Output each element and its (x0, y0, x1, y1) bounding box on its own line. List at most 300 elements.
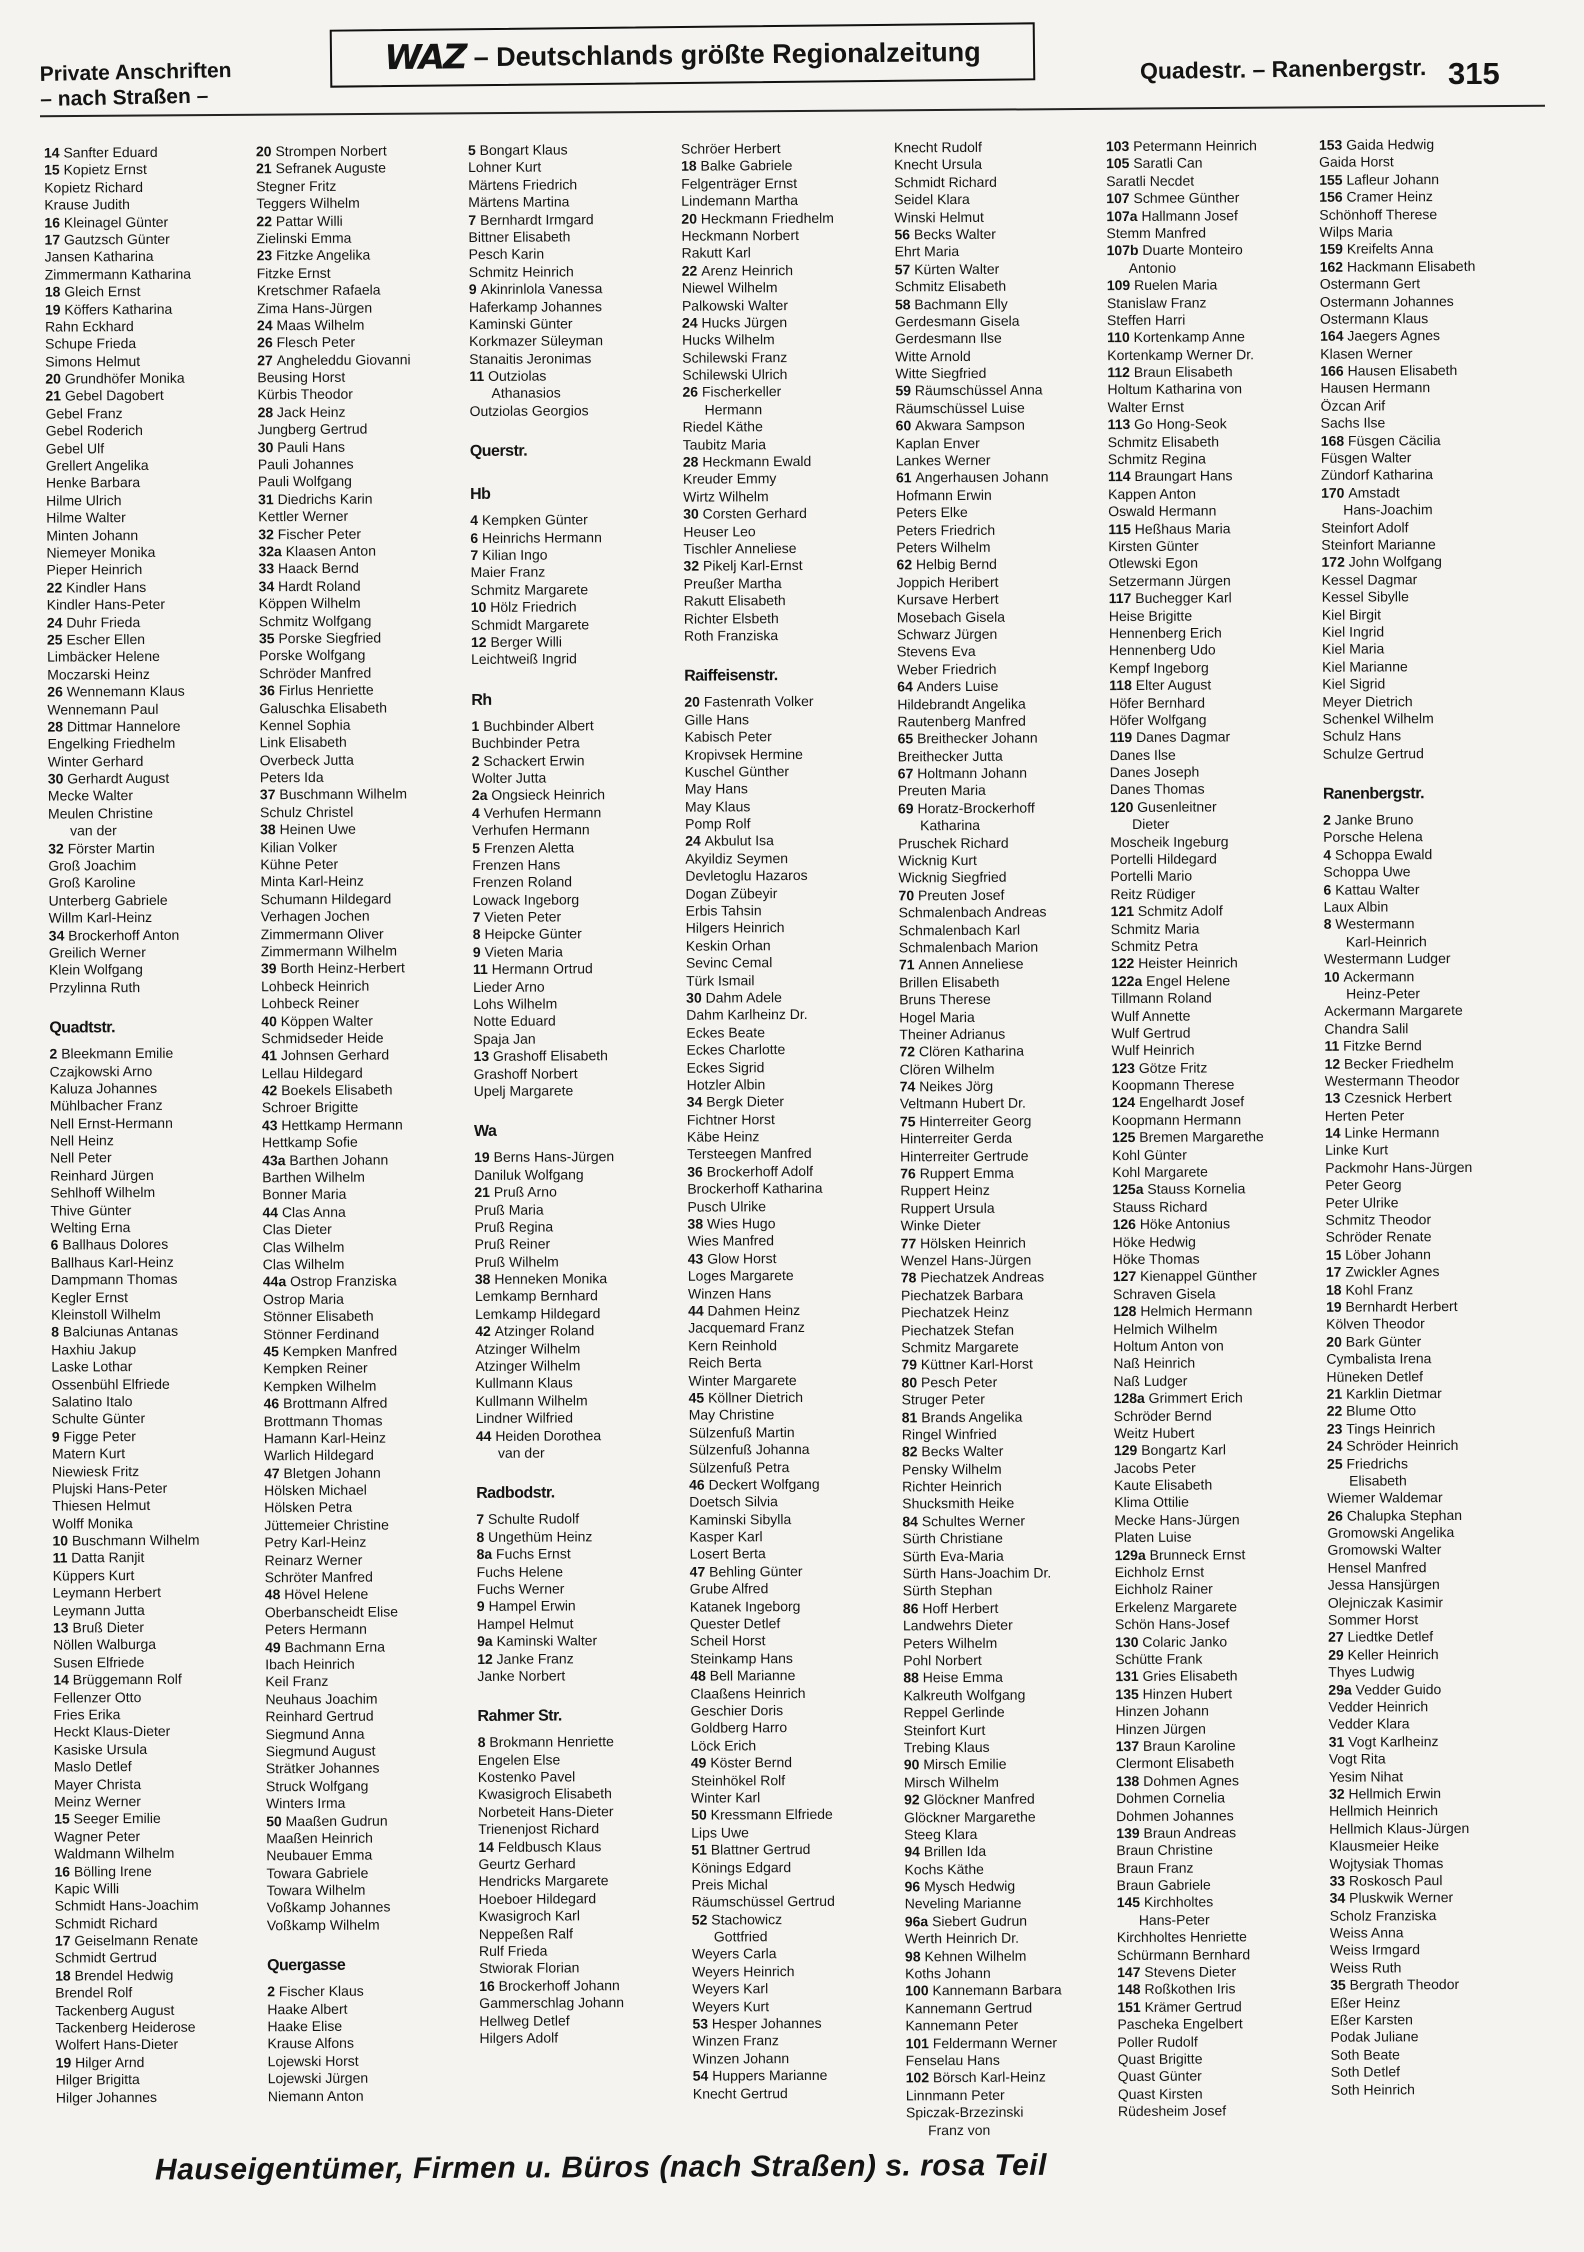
resident-name: Köllner Dietrich (708, 1388, 804, 1406)
resident-name: Amstadt (1348, 484, 1400, 501)
resident-name: Janke Norbert (477, 1667, 566, 1684)
resident-entry (683, 418, 895, 437)
resident-name: Pruschek Richard (898, 834, 1009, 852)
resident-name: Annen Anneliese (918, 955, 1024, 973)
resident-entry (1108, 415, 1320, 434)
resident-entry (479, 1994, 691, 2013)
resident-name: Fitzke Ernst (256, 264, 331, 282)
house-number: 107 (1106, 190, 1134, 207)
resident-entry (44, 195, 256, 214)
resident-name: Fitzke Bernd (1343, 1037, 1422, 1054)
resident-name: Braun Christine (1116, 1841, 1213, 1859)
resident-name: Hilger Arnd (75, 2053, 145, 2071)
resident-entry (1330, 1871, 1542, 1890)
resident-name: Overbeck Jutta (259, 751, 354, 768)
resident-entry (683, 470, 895, 489)
resident-entry (1330, 1976, 1542, 1995)
resident-name: Kessel Dagmar (1321, 570, 1418, 588)
resident-name: Wenzel Hans-Jürgen (900, 1251, 1032, 1269)
resident-entry (1109, 624, 1321, 643)
resident-name: Peters Friedrich (896, 521, 996, 538)
resident-name: May Hans (684, 780, 748, 797)
resident-entry (895, 364, 1107, 383)
resident-entry (262, 1081, 474, 1100)
resident-entry (267, 1881, 479, 1900)
directory-column (468, 141, 692, 2048)
resident-name: Hildebrandt Angelika (897, 695, 1026, 712)
resident-entry (1321, 449, 1533, 468)
resident-entry (45, 248, 257, 267)
resident-name: Höfer Bernhard (1109, 694, 1206, 711)
resident-entry (1326, 1332, 1538, 1351)
house-number: 147 (1117, 1963, 1145, 1981)
resident-name: Hellweg Detlef (479, 2011, 570, 2029)
resident-entry (477, 1649, 689, 1668)
resident-name: Kühne Peter (260, 855, 339, 873)
resident-name: Schmidt Richard (894, 173, 997, 191)
resident-entry (48, 874, 260, 893)
resident-name: Stachowicz (711, 1910, 783, 1928)
resident-entry (1110, 780, 1322, 799)
resident-name: Bruns Therese (899, 990, 991, 1008)
resident-entry (264, 1394, 476, 1413)
resident-name: Geiselmann Renate (74, 1931, 199, 1949)
resident-entry (1328, 1628, 1540, 1647)
resident-name: Bell Marianne (709, 1667, 796, 1684)
resident-entry (692, 1945, 904, 1964)
resident-entry (898, 764, 1110, 783)
resident-name: Chandra Salil (1324, 1020, 1409, 1037)
resident-name: Keller Heinrich (1347, 1645, 1439, 1663)
resident-name: Borth Heinz-Herbert (280, 959, 405, 977)
resident-entry (259, 716, 471, 735)
resident-entry (904, 1790, 1116, 1809)
resident-entry (44, 143, 256, 162)
resident-entry (895, 295, 1107, 314)
resident-name: Ringel Winfried (901, 1425, 997, 1443)
resident-name: Lohbeck Heinrich (261, 977, 370, 995)
resident-entry (900, 1164, 1112, 1183)
resident-name: Geurtz Gerhard (478, 1855, 576, 1873)
house-number: 122a (1111, 972, 1147, 989)
resident-entry (49, 1044, 261, 1063)
resident-entry (1109, 659, 1321, 678)
resident-entry (1114, 1458, 1326, 1477)
resident-entry (682, 261, 894, 280)
resident-name: Brottmann Thomas (263, 1412, 383, 1429)
resident-name: Stauss Richard (1112, 1198, 1208, 1215)
house-number: 35 (1330, 1976, 1350, 1994)
resident-name: Warlich Hildegard (263, 1446, 374, 1464)
resident-name: Grundhöfer Monika (64, 369, 185, 387)
resident-name: Veltmann Hubert Dr. (899, 1095, 1026, 1112)
resident-entry (1106, 154, 1318, 173)
resident-entry (1327, 1402, 1539, 1421)
resident-name: Poller Rudolf (1117, 2033, 1198, 2050)
resident-entry (479, 1907, 691, 1926)
resident-name: Katanek Ingeborg (689, 1597, 801, 1615)
resident-entry (49, 926, 261, 945)
resident-name: Heister Heinrich (1138, 954, 1238, 972)
resident-entry (899, 921, 1111, 940)
resident-entry (46, 474, 258, 493)
house-number: 7 (468, 211, 481, 228)
resident-name: Tersteegen Manfred (687, 1145, 812, 1163)
house-number: 94 (904, 1843, 924, 1860)
directory-column (44, 143, 268, 2106)
resident-entry (681, 157, 893, 176)
resident-name: Buchegger Karl (1135, 589, 1232, 607)
resident-name: Siegmund Anna (265, 1725, 365, 1742)
resident-entry (478, 1733, 690, 1752)
resident-entry (894, 138, 1106, 157)
resident-entry (1117, 1998, 1329, 2017)
resident-entry (688, 1319, 900, 1338)
resident-name: Hinterreiter Gerda (899, 1129, 1013, 1147)
resident-name: Reinhard Gertrud (265, 1707, 374, 1725)
street-heading: Quadtstr. (49, 1019, 116, 1037)
resident-name: Zimmermann Oliver (260, 925, 384, 942)
resident-entry (1327, 1419, 1539, 1438)
resident-entry (258, 507, 470, 526)
resident-entry (55, 1931, 267, 1950)
resident-entry (468, 175, 680, 194)
resident-name: Sevinc Cemal (685, 954, 773, 971)
resident-entry (259, 681, 471, 700)
resident-name: Riedel Käthe (682, 418, 763, 435)
resident-entry (263, 1255, 475, 1274)
resident-entry (268, 2087, 480, 2106)
resident-name: Schoppa Ewald (1334, 845, 1433, 863)
house-number: 11 (52, 1549, 72, 1567)
resident-entry (49, 961, 261, 980)
waz-logo: WAZ (384, 37, 466, 79)
resident-entry (51, 1271, 263, 1290)
resident-name: Petermann Heinrich (1133, 137, 1257, 154)
resident-name: Tackenberg Heiderose (55, 2018, 196, 2036)
resident-name: Peters Hermann (264, 1620, 367, 1638)
house-number: 16 (44, 214, 64, 231)
resident-entry (478, 1785, 690, 1804)
house-number: 131 (1115, 1668, 1143, 1685)
resident-entry (894, 173, 1106, 192)
resident-entry (47, 578, 259, 597)
resident-name: Lindner Wilfried (475, 1409, 574, 1427)
resident-entry (472, 769, 684, 788)
resident-entry (691, 1806, 903, 1825)
resident-entry (53, 1653, 265, 1672)
resident-name: Mysch Hedwig (923, 1877, 1016, 1895)
house-number: 24 (46, 614, 67, 631)
resident-name: Hinzen Johann (1115, 1702, 1209, 1720)
resident-entry (468, 210, 680, 229)
resident-entry (689, 1388, 901, 1407)
resident-name: Anders Luise (916, 677, 999, 695)
resident-name: Holtum Katharina von (1107, 380, 1243, 398)
resident-name: Krause Alfons (267, 2035, 354, 2052)
resident-name: Ostrop Maria (262, 1290, 344, 1308)
house-number: 36 (687, 1163, 707, 1180)
resident-entry (899, 990, 1111, 1009)
resident-name: Colaric Janko (1142, 1632, 1228, 1650)
resident-name: Ehrt Maria (894, 243, 960, 260)
resident-name: Vieten Peter (484, 908, 562, 925)
resident-entry (1323, 727, 1535, 746)
resident-name: Taubitz Maria (682, 435, 767, 453)
resident-entry (1113, 1232, 1325, 1251)
resident-entry (683, 505, 895, 524)
resident-name: Hinterreiter Gertrude (900, 1147, 1029, 1165)
resident-entry (1108, 537, 1320, 556)
house-number: 125 (1111, 1129, 1140, 1146)
resident-name: Zima Hans-Jürgen (256, 299, 373, 316)
resident-name: Neubauer Emma (266, 1846, 373, 1864)
section-label (39, 58, 232, 112)
street-heading: Querstr. (469, 442, 528, 461)
resident-name: Weyers Carla (691, 1945, 777, 1963)
resident-name: Hausen Elisabeth (1347, 362, 1458, 379)
resident-entry (55, 1879, 267, 1898)
resident-name: Niewiesk Fritz (51, 1462, 140, 1480)
resident-name: Go Hong-Seok (1134, 415, 1227, 433)
house-number: 11 (472, 961, 492, 978)
resident-entry (897, 642, 1109, 661)
resident-entry (1328, 1645, 1540, 1664)
resident-name: Heckmann Norbert (681, 226, 800, 244)
resident-entry (1106, 172, 1318, 191)
resident-name: Förster Martin (67, 839, 155, 857)
resident-entry (1331, 2080, 1543, 2099)
resident-entry (52, 1514, 264, 1533)
resident-name: Olejniczak Kasimir (1327, 1593, 1444, 1611)
house-number: 115 (1108, 520, 1135, 537)
resident-entry (44, 213, 256, 232)
resident-entry (51, 1236, 263, 1255)
resident-entry (260, 785, 472, 804)
resident-name: Börsch Karl-Heinz (932, 2068, 1046, 2086)
resident-entry (903, 1703, 1115, 1722)
resident-name: Thyes Ludwig (1328, 1663, 1415, 1680)
resident-entry (261, 907, 473, 926)
resident-name: Kern Reinhold (688, 1336, 778, 1354)
resident-name: Mühlbacher Franz (49, 1097, 163, 1114)
house-number: 21 (45, 387, 65, 405)
resident-name: Winski Helmut (894, 208, 984, 225)
resident-name: Otlewski Egon (1108, 554, 1199, 572)
house-number: 47 (689, 1563, 710, 1580)
resident-entry (1115, 1667, 1327, 1686)
resident-name: Stevens Eva (896, 643, 976, 660)
resident-entry (1327, 1541, 1539, 1560)
resident-name: Heiden Dorothea (495, 1426, 602, 1444)
resident-name: Kressmann Elfriede (710, 1806, 833, 1823)
resident-entry (473, 960, 685, 979)
resident-name: Felgenträger Ernst (681, 174, 798, 192)
resident-name: Hucks Wilhelm (682, 331, 775, 349)
resident-entry (899, 955, 1111, 974)
resident-name: Brillen Elisabeth (899, 973, 1000, 991)
resident-entry (475, 1270, 687, 1289)
house-number: 40 (261, 1012, 281, 1029)
resident-entry (48, 769, 260, 788)
resident-name: Trebing Klaus (903, 1738, 990, 1756)
resident-name: Meyer Dietrich (1322, 692, 1413, 710)
resident-entry (471, 581, 683, 600)
resident-entry (258, 542, 470, 561)
resident-entry (900, 1182, 1112, 1201)
resident-name: Weiss Anna (1329, 1924, 1404, 1941)
resident-name: Stauss Kornelia (1147, 1180, 1246, 1198)
resident-entry (687, 1197, 899, 1216)
resident-entry (54, 1862, 266, 1881)
resident-name: Landwehrs Dieter (902, 1616, 1013, 1634)
resident-name: Westermann (1335, 915, 1415, 933)
resident-entry (475, 1322, 687, 1341)
resident-entry (1328, 1611, 1540, 1630)
resident-entry (55, 1949, 267, 1968)
house-number: 18 (1325, 1281, 1346, 1298)
resident-entry (1322, 570, 1534, 589)
resident-entry (1325, 1141, 1537, 1160)
resident-name: Bachmann Elly (914, 295, 1008, 312)
resident-name: Gries Elisabeth (1142, 1667, 1238, 1685)
resident-entry (52, 1479, 264, 1498)
resident-entry (1112, 1163, 1324, 1182)
resident-entry (904, 1808, 1116, 1827)
resident-entry (1117, 1876, 1329, 1895)
resident-entry (1326, 1280, 1538, 1299)
resident-entry (479, 1942, 691, 1961)
house-number: 43a (262, 1151, 290, 1168)
resident-entry (46, 491, 258, 510)
house-number: 24 (685, 833, 705, 850)
resident-name: Hinterreiter Georg (919, 1112, 1032, 1130)
resident-name: Joppich Heribert (896, 573, 999, 591)
resident-name: Siegmund August (265, 1742, 376, 1760)
resident-name: Westermann Theodor (1324, 1071, 1460, 1089)
house-number: 11 (1324, 1037, 1344, 1054)
house-number: 51 (691, 1841, 711, 1858)
resident-entry (691, 1788, 903, 1807)
house-number: 19 (44, 300, 65, 318)
resident-name: Gebel Dagobert (64, 387, 164, 404)
house-number: 18 (681, 157, 701, 175)
house-number: 31 (258, 490, 278, 508)
resident-entry (1328, 1593, 1540, 1612)
resident-name: Witte Siegfried (895, 364, 987, 382)
resident-name: Kaminski Günter (468, 315, 573, 332)
resident-name: Brockerhoff Katharina (687, 1180, 823, 1197)
resident-entry (256, 229, 468, 248)
resident-name: Hölsken Michael (264, 1481, 367, 1499)
house-number: 98 (904, 1947, 925, 1964)
resident-entry (1118, 2102, 1330, 2121)
resident-name: Kalkreuth Wolfgang (903, 1686, 1026, 1704)
resident-name: Schmidt Gertrud (54, 1949, 157, 1967)
resident-entry (55, 1914, 267, 1933)
house-number: 123 (1111, 1059, 1139, 1076)
house-number: 71 (898, 956, 919, 973)
house-number: 37 (259, 786, 280, 803)
resident-entry (1329, 1784, 1541, 1803)
resident-entry (897, 590, 1109, 609)
resident-name: Jacobs Peter (1113, 1459, 1196, 1476)
resident-entry (1328, 1558, 1540, 1577)
resident-entry (693, 2049, 905, 2068)
resident-entry (45, 369, 257, 388)
resident-entry (1107, 293, 1319, 312)
house-number: 50 (691, 1806, 711, 1824)
resident-name: Portelli Mario (1110, 868, 1193, 885)
house-number: 8a (476, 1546, 497, 1563)
resident-entry (46, 526, 258, 545)
resident-entry (1111, 972, 1323, 991)
resident-name: Maaßen Heinrich (266, 1829, 373, 1847)
resident-name: Wolff Monika (52, 1514, 133, 1532)
house-number: 129 (1113, 1442, 1142, 1459)
resident-entry (1324, 915, 1536, 934)
resident-entry (468, 228, 680, 247)
resident-name: Dahmen Heinz (707, 1302, 801, 1319)
resident-name: Steffen Harri (1106, 311, 1186, 329)
house-number: 8 (476, 1528, 489, 1545)
resident-entry (478, 1768, 690, 1787)
resident-entry (1114, 1441, 1326, 1460)
resident-name: Angerhausen Johann (915, 468, 1049, 486)
resident-entry (905, 1895, 1117, 1914)
resident-entry (897, 695, 1109, 714)
resident-name: Westermann Ludger (1323, 950, 1451, 967)
resident-name: Akwara Sampson (915, 416, 1025, 434)
resident-name: Schröder Bernd (1113, 1407, 1212, 1424)
resident-name: Kappen Anton (1108, 485, 1197, 502)
resident-entry (1118, 2085, 1330, 2104)
resident-name: Mecke Hans-Jürgen (1114, 1511, 1240, 1528)
resident-name: Niemann Anton (267, 2087, 364, 2104)
resident-name: Schmitz Margarete (901, 1338, 1019, 1356)
entry-continuation: van der (497, 1444, 545, 1461)
resident-name: Goldberg Harro (690, 1719, 788, 1737)
resident-name: Kannemann Barbara (932, 1981, 1062, 1999)
directory-column (1319, 136, 1543, 2099)
resident-entry (1108, 485, 1320, 504)
resident-entry (1118, 2067, 1330, 2086)
resident-entry (1327, 1454, 1539, 1473)
resident-name: Porsche Helena (1323, 828, 1423, 846)
resident-entry (53, 1601, 265, 1620)
resident-entry (901, 1355, 1113, 1374)
resident-name: Helbig Bernd (915, 556, 997, 573)
house-number: 78 (900, 1269, 921, 1286)
resident-name: Kostenko Pavel (477, 1768, 576, 1786)
resident-entry (55, 2001, 267, 2020)
resident-entry (691, 1858, 903, 1877)
resident-entry (46, 439, 258, 458)
resident-name: Braun Elisabeth (1133, 363, 1233, 381)
resident-name: Zündorf Katharina (1320, 466, 1434, 484)
directory-column (894, 138, 1118, 2139)
resident-name: Firlus Henriette (278, 681, 374, 699)
house-number: 79 (901, 1356, 921, 1373)
house-number: 32 (683, 557, 704, 575)
resident-name: Braungart Hans (1134, 467, 1233, 485)
resident-entry (472, 856, 684, 875)
house-number: 29 (1328, 1646, 1348, 1663)
resident-name: Hausen Hermann (1320, 379, 1431, 397)
resident-name: Kaluza Johannes (49, 1079, 158, 1097)
resident-name: Richter Heinrich (902, 1477, 1002, 1495)
resident-entry (1111, 989, 1323, 1008)
